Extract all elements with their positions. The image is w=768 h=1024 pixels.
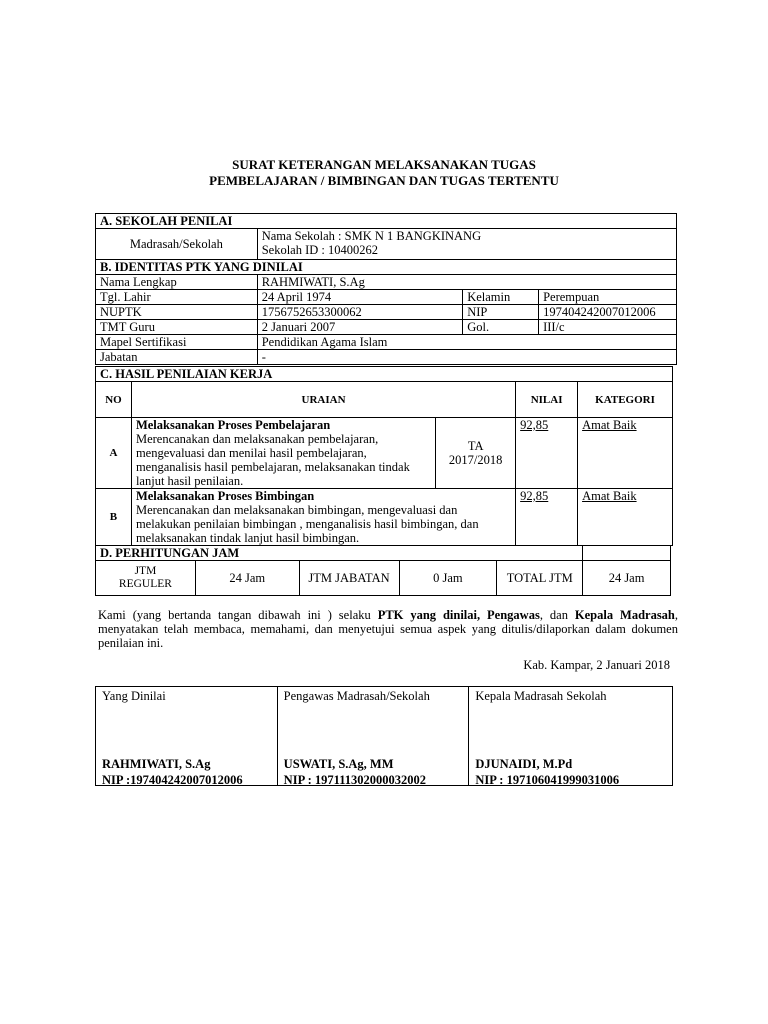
row-a-desc: Merencanakan dan melaksanakan pembelajaran, mengevaluasi dan menilai hasil pembelajaran, menganalisis hasil pembelajaran, melaksanakan tindak lanjut hasil penilaian. [135, 432, 410, 488]
section-d-blank [583, 546, 671, 561]
section-a-heading: A. SEKOLAH PENILAI [96, 214, 677, 229]
signature-cell-dinilai [96, 687, 278, 786]
statement-part1: Kami (yang bertanda tangan dibawah ini ) selaku [98, 608, 378, 622]
section-b-heading: B. IDENTITAS PTK YANG DINILAI [96, 260, 677, 275]
col-no-header: NO [96, 382, 132, 418]
tgl-lahir-label: Tgl. Lahir [96, 290, 258, 305]
signature-nip: NIP : 197111302000032002 [283, 773, 427, 787]
signature-role: Yang Dinilai [102, 689, 166, 703]
nama-label: Nama Lengkap [96, 275, 258, 290]
date-line: Kab. Kampar, 2 Januari 2018 [523, 658, 670, 672]
jtm-reguler-value: 24 Jam [195, 561, 299, 596]
document-title-line1: SURAT KETERANGAN MELAKSANAKAN TUGAS [232, 157, 536, 172]
row-a-title: Melaksanakan Proses Pembelajaran [135, 418, 331, 432]
school-name: Nama Sekolah : SMK N 1 BANGKINANG [261, 229, 482, 243]
mapel-label: Mapel Sertifikasi [96, 335, 258, 350]
signature-nip: NIP : 197106041999031006 [475, 773, 620, 787]
jabatan-label: Jabatan [96, 350, 258, 365]
total-jtm-value: 24 Jam [583, 561, 671, 596]
kelamin-label: Kelamin [463, 290, 539, 305]
nama-value: RAHMIWATI, S.Ag [257, 275, 676, 290]
jtm-jabatan-value: 0 Jam [399, 561, 497, 596]
nuptk-label: NUPTK [96, 305, 258, 320]
row-b-no: B [96, 489, 132, 546]
tmt-value: 2 Januari 2007 [257, 320, 463, 335]
statement-bold2: Kepala Madrasah [574, 608, 675, 622]
jtm-jabatan-label: JTM JABATAN [299, 561, 399, 596]
nip-value: 197404242007012006 [539, 305, 677, 320]
school-id: Sekolah ID : 10400262 [261, 243, 378, 257]
tmt-label: TMT Guru [96, 320, 258, 335]
row-a-ta-label: TA [467, 439, 484, 453]
nip-label: NIP [463, 305, 539, 320]
row-a-ta-year: 2017/2018 [448, 453, 503, 467]
row-a-no: A [96, 418, 132, 489]
jtm-reguler-line1: JTM [134, 565, 157, 577]
section-d-heading: D. PERHITUNGAN JAM [96, 546, 583, 561]
row-b-uraian [131, 489, 515, 546]
signature-name: RAHMIWATI, S.Ag [102, 757, 211, 771]
row-b-title: Melaksanakan Proses Bimbingan [135, 489, 315, 503]
col-kategori-header: KATEGORI [578, 382, 673, 418]
madrasah-label: Madrasah/Sekolah [96, 229, 258, 260]
signature-nip: NIP :197404242007012006 [102, 773, 243, 787]
signature-name: USWATI, S.Ag, MM [283, 757, 394, 771]
statement-bold1: PTK yang dinilai, Pengawas [377, 608, 540, 622]
col-nilai-header: NILAI [516, 382, 578, 418]
statement-paragraph [98, 608, 678, 650]
identity-table [95, 213, 677, 365]
row-a-kategori: Amat Baik [578, 418, 673, 489]
row-b-kategori: Amat Baik [578, 489, 673, 546]
statement-part3: , menyatakan telah membaca, memahami, dan menyetujui semua aspek yang ditulis/dilaporkan dalam dokumen penilaian ini. [98, 608, 679, 650]
gol-value: III/c [539, 320, 677, 335]
signature-role: Kepala Madrasah Sekolah [475, 689, 607, 703]
nuptk-value: 1756752653300062 [257, 305, 463, 320]
gol-label: Gol. [463, 320, 539, 335]
signature-cell-kepala [469, 687, 673, 786]
document-title-line2: PEMBELAJARAN / BIMBINGAN DAN TUGAS TERTENTU [209, 173, 559, 188]
row-a-uraian [131, 418, 435, 489]
hours-table [95, 545, 671, 596]
kelamin-value: Perempuan [539, 290, 677, 305]
total-jtm-label: TOTAL JTM [497, 561, 583, 596]
mapel-value: Pendidikan Agama Islam [257, 335, 676, 350]
row-a-ta [436, 418, 516, 489]
signature-cell-pengawas [277, 687, 469, 786]
school-info [257, 229, 676, 260]
jabatan-value: - [257, 350, 676, 365]
jtm-reguler-line2: REGULER [118, 578, 172, 590]
row-b-desc: Merencanakan dan melaksanakan bimbingan, mengevaluasi dan melakukan penilaian bimbingan , menganalisis hasil bimbingan, dan melaksanakan tindak lanjut hasil bimbingan. [135, 503, 479, 545]
col-uraian-header: URAIAN [131, 382, 515, 418]
row-a-nilai: 92,85 [516, 418, 578, 489]
signature-name: DJUNAIDI, M.Pd [475, 757, 573, 771]
statement-part2: , dan [539, 608, 575, 622]
signature-table [95, 686, 673, 786]
signature-role: Pengawas Madrasah/Sekolah [283, 689, 430, 703]
jtm-reguler-label [96, 561, 196, 596]
tgl-lahir-value: 24 April 1974 [257, 290, 463, 305]
section-c-heading: C. HASIL PENILAIAN KERJA [96, 367, 673, 382]
row-b-nilai: 92,85 [516, 489, 578, 546]
performance-table [95, 366, 673, 546]
